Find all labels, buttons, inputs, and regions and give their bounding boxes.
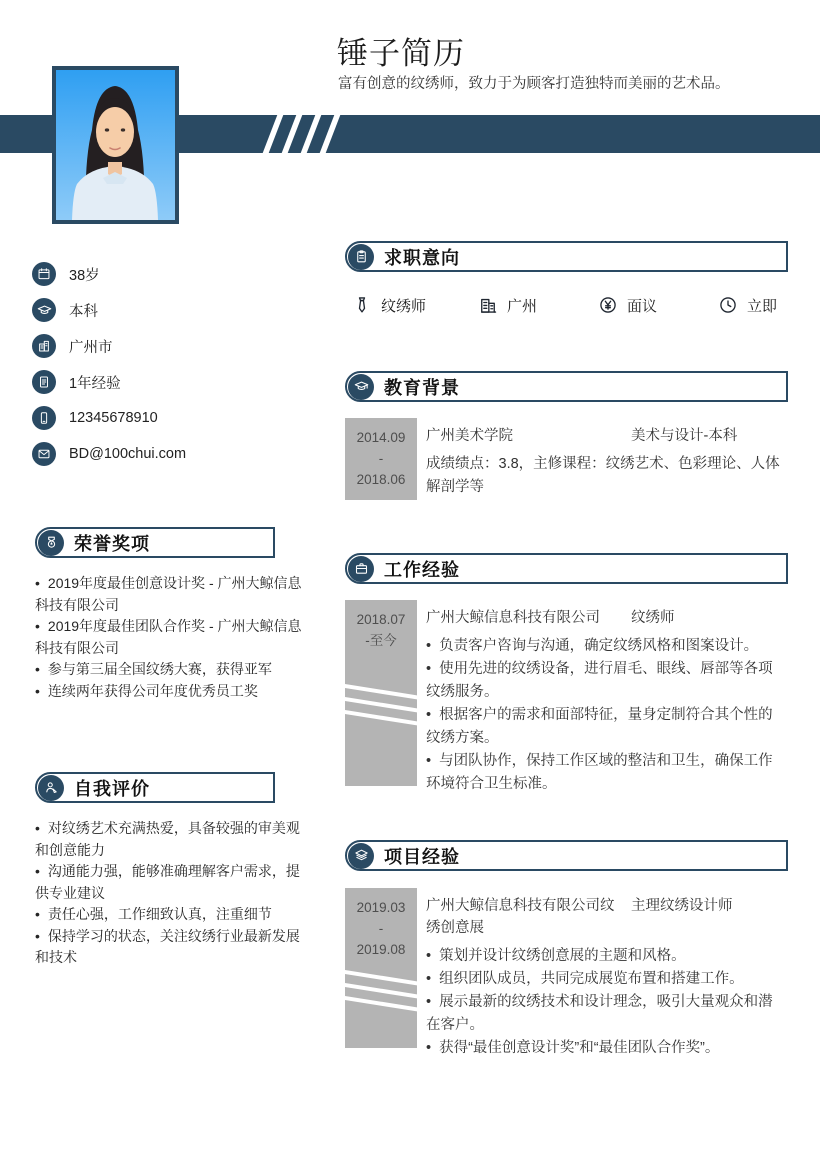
list-item xyxy=(426,1037,786,1060)
intent-salary-text: 面议 xyxy=(627,297,658,315)
list-item xyxy=(35,926,305,969)
project-bullet-text: 组织团队成员，共同完成展览布置和搭建工作。 xyxy=(439,971,744,987)
bullet-dot: • xyxy=(426,994,432,1010)
info-item-city xyxy=(32,328,305,364)
education-title: 教育背景 xyxy=(384,377,460,398)
section-work xyxy=(345,553,788,584)
work-content xyxy=(417,600,788,792)
banner-stripe xyxy=(282,115,303,153)
date-sep: - xyxy=(378,921,384,936)
date-sep: - xyxy=(378,451,384,466)
list-item xyxy=(426,991,786,1037)
page-subtitle: 富有创意的纹绣师，致力于为顾客打造独特而美丽的艺术品。 xyxy=(338,76,730,92)
graduation-cap-icon xyxy=(348,374,374,400)
work-date xyxy=(345,600,417,786)
date-from: 2014.09 xyxy=(356,430,406,445)
school-name: 广州美术学院 xyxy=(426,428,513,444)
project-name: 广州大鲸信息科技有限公司纹绣创意展 xyxy=(426,898,615,936)
work-entry xyxy=(345,600,788,792)
project-role: 主理纹绣设计师 xyxy=(631,898,733,914)
work-header xyxy=(345,553,788,584)
banner-stripe xyxy=(301,115,322,153)
info-city-text: 广州市 xyxy=(69,339,113,356)
banner-stripe xyxy=(263,115,284,153)
intent-salary xyxy=(598,295,718,316)
self-eval-text: 沟通能力强，能够准确理解客户需求，提供专业建议 xyxy=(35,863,300,901)
honors-list xyxy=(35,573,305,702)
date-from: 2018.07 xyxy=(356,612,406,627)
section-education xyxy=(345,371,788,402)
education-title-row xyxy=(426,418,788,447)
self-eval-text: 责任心强，工作细致认真，注重细节 xyxy=(47,906,272,922)
list-item xyxy=(426,635,786,658)
projects-header xyxy=(345,840,788,871)
info-degree-text: 本科 xyxy=(69,303,98,320)
graduation-cap-icon xyxy=(32,298,56,322)
intent-availability xyxy=(718,295,788,316)
project-bullet-text: 展示最新的纹绣技术和设计理念，吸引大量观众和潜在客户。 xyxy=(426,994,773,1033)
list-item xyxy=(35,573,305,616)
project-bullets xyxy=(426,945,786,1060)
education-date xyxy=(345,418,417,500)
date-stripe xyxy=(345,708,417,727)
work-bullet-text: 使用先进的纹绣设备，进行眉毛、眼线、唇部等各项纹绣服务。 xyxy=(426,661,773,700)
intent-position-text: 纹绣师 xyxy=(381,297,427,315)
bullet-dot: • xyxy=(426,638,432,654)
date-stripe xyxy=(345,994,417,1013)
info-item-email xyxy=(32,436,305,472)
job-intention-row xyxy=(345,290,788,320)
list-item xyxy=(35,659,305,681)
resume-doc-icon xyxy=(32,370,56,394)
job-intention-header xyxy=(345,241,788,272)
work-bullet-text: 与团队协作，保持工作区域的整洁和卫生，确保工作环境符合卫生标准。 xyxy=(426,753,773,792)
section-honors xyxy=(35,527,305,702)
date-from: 2019.03 xyxy=(356,900,406,915)
info-age-text: 38岁 xyxy=(69,267,100,284)
bullet-dot: • xyxy=(35,618,40,634)
info-experience-text: 1年经验 xyxy=(69,375,121,392)
honors-title: 荣誉奖项 xyxy=(74,533,150,554)
bullet-dot: • xyxy=(426,753,432,769)
calendar-icon xyxy=(32,262,56,286)
photo-illustration xyxy=(56,70,175,220)
work-bullets xyxy=(426,635,786,796)
company-name: 广州大鲸信息科技有限公司 xyxy=(426,610,600,626)
banner-stripe xyxy=(320,115,341,153)
tie-icon xyxy=(352,295,372,315)
project-content xyxy=(417,888,788,1056)
project-bullet-text: 策划并设计纹绣创意展的主题和风格。 xyxy=(439,948,686,964)
intent-city-text: 广州 xyxy=(507,297,538,315)
bullet-dot: • xyxy=(35,661,40,677)
project-bullet-text: 获得“最佳创意设计奖”和“最佳团队合作奖”。 xyxy=(439,1040,720,1056)
honor-text: 连续两年获得公司年度优秀员工奖 xyxy=(47,682,258,699)
bullet-dot: • xyxy=(426,971,432,987)
person-check-icon xyxy=(38,775,64,801)
intent-availability-text: 立即 xyxy=(747,297,778,315)
briefcase-icon xyxy=(348,556,374,582)
city-icon xyxy=(478,295,498,315)
honor-text: 参与第三届全国纹绣大赛，获得亚军 xyxy=(47,661,272,677)
clock-icon xyxy=(718,295,738,315)
honors-header xyxy=(35,527,275,558)
date-to: -至今 xyxy=(365,633,397,648)
self-eval-text: 保持学习的状态，关注纹绣行业最新发展和技术 xyxy=(35,927,300,965)
education-entry xyxy=(345,418,788,500)
page-title: 锤子简历 xyxy=(337,36,465,71)
self-eval-text: 对纹绣艺术充满热爱，具备较强的审美观和创意能力 xyxy=(35,820,300,858)
list-item xyxy=(35,904,305,926)
bullet-dot: • xyxy=(426,1040,432,1056)
work-bullet-text: 负责客户咨询与沟通，确定纹绣风格和图案设计。 xyxy=(439,638,759,654)
clipboard-icon xyxy=(348,244,374,270)
education-header xyxy=(345,371,788,402)
self-evaluation-title: 自我评价 xyxy=(74,778,150,799)
bullet-dot: • xyxy=(35,575,40,591)
project-date xyxy=(345,888,417,1048)
work-title: 工作经验 xyxy=(384,559,460,580)
medal-icon xyxy=(38,530,64,556)
info-item-age xyxy=(32,256,305,292)
bullet-dot: • xyxy=(426,948,432,964)
list-item xyxy=(35,818,305,861)
bullet-dot: • xyxy=(426,707,432,723)
date-to: 2019.08 xyxy=(356,942,406,957)
education-detail: 成绩绩点：3.8，主修课程：纹绣艺术、色彩理论、人体解剖学等 xyxy=(426,456,780,495)
self-evaluation-list xyxy=(35,818,305,969)
bullet-dot: • xyxy=(35,820,40,836)
list-item xyxy=(35,681,305,703)
info-phone-text: 12345678910 xyxy=(69,410,158,426)
list-item xyxy=(426,968,786,991)
section-projects xyxy=(345,840,788,871)
building-icon xyxy=(32,334,56,358)
work-bullet-text: 根据客户的需求和面部特征，量身定制符合其个性的纹绣方案。 xyxy=(426,707,773,746)
layers-icon xyxy=(348,843,374,869)
list-item xyxy=(426,945,786,968)
section-job-intention xyxy=(345,241,788,272)
bullet-dot: • xyxy=(35,682,40,699)
profile-photo xyxy=(52,66,179,224)
intent-city xyxy=(478,295,598,316)
projects-title: 项目经验 xyxy=(384,846,460,867)
list-item xyxy=(35,861,305,904)
bullet-dot: • xyxy=(426,661,432,677)
date-to: 2018.06 xyxy=(356,472,406,487)
project-entry xyxy=(345,888,788,1056)
self-evaluation-header xyxy=(35,772,275,803)
bullet-dot: • xyxy=(35,927,40,944)
info-item-degree xyxy=(32,292,305,328)
list-item xyxy=(35,616,305,659)
info-email-text: BD@100chui.com xyxy=(69,446,187,462)
mail-icon xyxy=(32,442,56,466)
bullet-dot: • xyxy=(35,906,40,922)
job-intention-title: 求职意向 xyxy=(384,247,460,268)
job-role: 纹绣师 xyxy=(631,610,675,626)
contact-info-list xyxy=(32,256,305,472)
education-content xyxy=(417,418,788,500)
intent-position xyxy=(352,295,478,316)
yen-circle-icon xyxy=(598,295,618,315)
list-item xyxy=(426,704,786,750)
info-item-experience xyxy=(32,364,305,400)
section-self-evaluation xyxy=(35,772,305,969)
list-item xyxy=(426,750,786,796)
project-title-row xyxy=(426,888,788,939)
phone-icon xyxy=(32,406,56,430)
major-degree: 美术与设计-本科 xyxy=(631,428,738,444)
info-item-phone xyxy=(32,400,305,436)
list-item xyxy=(426,658,786,704)
honor-text: 2019年度最佳创意设计奖 - 广州大鲸信息科技有限公司 xyxy=(35,575,302,613)
bullet-dot: • xyxy=(35,863,40,879)
work-title-row xyxy=(426,600,788,629)
honor-text: 2019年度最佳团队合作奖 - 广州大鲸信息科技有限公司 xyxy=(35,618,302,656)
